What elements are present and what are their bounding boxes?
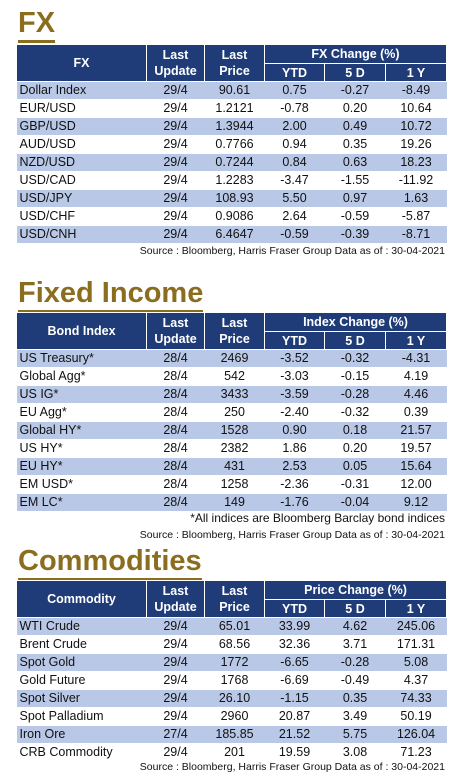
cell-update: 28/4: [147, 386, 205, 404]
cell-ytd: -2.36: [265, 476, 325, 494]
cell-d5: 0.20: [325, 100, 386, 118]
cell-y1: 50.19: [386, 708, 447, 726]
cell-price: 250: [205, 404, 265, 422]
cell-update: 28/4: [147, 458, 205, 476]
cell-y1: 10.64: [386, 100, 447, 118]
cell-update: 29/4: [147, 136, 205, 154]
cell-price: 201: [205, 744, 265, 762]
cell-update: 29/4: [147, 208, 205, 226]
table-row: [17, 226, 447, 244]
cell-ytd: 19.59: [265, 744, 325, 762]
cell-name: USD/CAD: [17, 172, 147, 190]
table-row: [17, 672, 447, 690]
table-row: [17, 494, 447, 512]
cell-name: Global Agg*: [17, 368, 147, 386]
cell-y1: 5.08: [386, 654, 447, 672]
cell-ytd: 2.00: [265, 118, 325, 136]
cell-name: GBP/USD: [17, 118, 147, 136]
table-row: [17, 744, 447, 762]
cell-update: 28/4: [147, 368, 205, 386]
cell-update: 29/4: [147, 744, 205, 762]
cell-ytd: 33.99: [265, 618, 325, 636]
cell-update: 29/4: [147, 654, 205, 672]
cell-ytd: -0.59: [265, 226, 325, 244]
cell-ytd: -3.03: [265, 368, 325, 386]
cell-update: 29/4: [147, 82, 205, 100]
cell-update: 28/4: [147, 422, 205, 440]
fx-heading: FX: [18, 7, 56, 39]
cell-d5: 3.71: [325, 636, 386, 654]
cell-y1: 18.23: [386, 154, 447, 172]
fx-col-1y: 1 Y: [386, 64, 447, 82]
cell-update: 29/4: [147, 100, 205, 118]
fx-col-update: Last Update: [147, 45, 205, 82]
cell-name: EU Agg*: [17, 404, 147, 422]
cell-update: 29/4: [147, 226, 205, 244]
cell-y1: 9.12: [386, 494, 447, 512]
cell-y1: 126.04: [386, 726, 447, 744]
cm-col-5d: 5 D: [325, 600, 386, 618]
cell-ytd: 32.36: [265, 636, 325, 654]
table-row: [17, 82, 447, 100]
fx-table: [16, 44, 447, 244]
cell-name: AUD/USD: [17, 136, 147, 154]
cell-update: 29/4: [147, 172, 205, 190]
cell-ytd: -3.59: [265, 386, 325, 404]
cell-y1: 19.57: [386, 440, 447, 458]
cell-ytd: 0.94: [265, 136, 325, 154]
cell-price: 1.3944: [205, 118, 265, 136]
cell-ytd: -1.15: [265, 690, 325, 708]
cell-ytd: 5.50: [265, 190, 325, 208]
cell-d5: -0.28: [325, 654, 386, 672]
fi-change-group: Index Change (%): [265, 313, 447, 332]
cell-d5: -0.32: [325, 404, 386, 422]
cell-update: 28/4: [147, 404, 205, 422]
cell-price: 2382: [205, 440, 265, 458]
commodities-source: Source : Bloomberg, Harris Fraser Group Data as of : 30-04-2021: [139, 761, 445, 773]
table-row: [17, 190, 447, 208]
cell-name: EU HY*: [17, 458, 147, 476]
fx-col-price: Last Price: [205, 45, 265, 82]
cell-ytd: -6.65: [265, 654, 325, 672]
cell-ytd: 0.90: [265, 422, 325, 440]
cell-d5: 4.62: [325, 618, 386, 636]
table-row: [17, 404, 447, 422]
cell-name: US IG*: [17, 386, 147, 404]
cell-d5: 0.63: [325, 154, 386, 172]
table-row: [17, 136, 447, 154]
cell-ytd: -3.47: [265, 172, 325, 190]
cell-price: 1.2283: [205, 172, 265, 190]
cell-y1: 4.37: [386, 672, 447, 690]
cell-d5: -0.32: [325, 350, 386, 368]
commodities-rows: [17, 618, 447, 762]
fx-col-5d: 5 D: [325, 64, 386, 82]
cell-y1: 19.26: [386, 136, 447, 154]
cell-price: 6.4647: [205, 226, 265, 244]
table-row: [17, 100, 447, 118]
cell-price: 149: [205, 494, 265, 512]
cell-name: USD/CHF: [17, 208, 147, 226]
cell-name: USD/CNH: [17, 226, 147, 244]
commodities-heading: Commodities: [18, 545, 202, 577]
cell-d5: 0.05: [325, 458, 386, 476]
table-row: [17, 154, 447, 172]
cell-update: 29/4: [147, 190, 205, 208]
cell-d5: -0.39: [325, 226, 386, 244]
cell-d5: -0.27: [325, 82, 386, 100]
fi-col-1y: 1 Y: [386, 332, 447, 350]
cell-ytd: -3.52: [265, 350, 325, 368]
cell-y1: 4.46: [386, 386, 447, 404]
cell-y1: -11.92: [386, 172, 447, 190]
cell-ytd: 20.87: [265, 708, 325, 726]
cell-update: 28/4: [147, 494, 205, 512]
cell-y1: 4.19: [386, 368, 447, 386]
cell-y1: 21.57: [386, 422, 447, 440]
cell-update: 29/4: [147, 672, 205, 690]
cell-d5: -0.15: [325, 368, 386, 386]
cell-y1: 171.31: [386, 636, 447, 654]
cell-name: Spot Silver: [17, 690, 147, 708]
table-row: [17, 422, 447, 440]
cell-y1: 12.00: [386, 476, 447, 494]
fi-col-update: Last Update: [147, 313, 205, 350]
cell-d5: -0.28: [325, 386, 386, 404]
fi-col-name: Bond Index: [17, 313, 147, 350]
table-row: [17, 654, 447, 672]
cell-d5: 0.49: [325, 118, 386, 136]
cell-d5: 0.20: [325, 440, 386, 458]
cell-price: 2469: [205, 350, 265, 368]
cell-d5: -1.55: [325, 172, 386, 190]
cell-price: 26.10: [205, 690, 265, 708]
cell-price: 1768: [205, 672, 265, 690]
table-row: [17, 386, 447, 404]
cell-name: EUR/USD: [17, 100, 147, 118]
cell-name: US Treasury*: [17, 350, 147, 368]
fixed-income-source: Source : Bloomberg, Harris Fraser Group Data as of : 30-04-2021: [139, 529, 445, 541]
cm-col-price: Last Price: [205, 581, 265, 618]
table-row: [17, 690, 447, 708]
cell-ytd: 1.86: [265, 440, 325, 458]
table-row: [17, 618, 447, 636]
cell-ytd: 0.84: [265, 154, 325, 172]
fx-col-name: FX: [17, 45, 147, 82]
cell-name: US HY*: [17, 440, 147, 458]
cell-ytd: 21.52: [265, 726, 325, 744]
cell-name: Spot Gold: [17, 654, 147, 672]
cell-update: 29/4: [147, 118, 205, 136]
table-row: [17, 172, 447, 190]
cell-update: 27/4: [147, 726, 205, 744]
cm-change-group: Price Change (%): [265, 581, 447, 600]
cell-d5: 3.08: [325, 744, 386, 762]
cell-price: 1528: [205, 422, 265, 440]
cell-ytd: 2.53: [265, 458, 325, 476]
table-row: [17, 708, 447, 726]
cell-price: 185.85: [205, 726, 265, 744]
cell-price: 1.2121: [205, 100, 265, 118]
cell-y1: 71.23: [386, 744, 447, 762]
fixed-income-table: [16, 312, 447, 512]
fixed-income-heading: Fixed Income: [18, 277, 204, 309]
cell-name: Spot Palladium: [17, 708, 147, 726]
cell-price: 542: [205, 368, 265, 386]
table-row: [17, 350, 447, 368]
cell-update: 28/4: [147, 350, 205, 368]
cell-y1: -8.71: [386, 226, 447, 244]
fixed-income-note: *All indices are Bloomberg Barclay bond indices: [190, 511, 445, 525]
table-row: [17, 726, 447, 744]
cell-update: 29/4: [147, 690, 205, 708]
table-row: [17, 636, 447, 654]
cell-update: 29/4: [147, 154, 205, 172]
fi-col-ytd: YTD: [265, 332, 325, 350]
table-row: [17, 118, 447, 136]
table-row: [17, 458, 447, 476]
cell-ytd: -2.40: [265, 404, 325, 422]
cell-update: 29/4: [147, 618, 205, 636]
cell-name: Global HY*: [17, 422, 147, 440]
cell-update: 28/4: [147, 476, 205, 494]
cell-name: CRB Commodity: [17, 744, 147, 762]
cm-col-name: Commodity: [17, 581, 147, 618]
cell-name: EM USD*: [17, 476, 147, 494]
cell-y1: 245.06: [386, 618, 447, 636]
cell-d5: 0.18: [325, 422, 386, 440]
cell-y1: -8.49: [386, 82, 447, 100]
cell-d5: 0.97: [325, 190, 386, 208]
cell-price: 1772: [205, 654, 265, 672]
cell-price: 0.9086: [205, 208, 265, 226]
cell-name: USD/JPY: [17, 190, 147, 208]
cell-ytd: -1.76: [265, 494, 325, 512]
cell-d5: -0.59: [325, 208, 386, 226]
table-row: [17, 208, 447, 226]
cell-name: Brent Crude: [17, 636, 147, 654]
cell-y1: 0.39: [386, 404, 447, 422]
cm-col-update: Last Update: [147, 581, 205, 618]
cell-update: 28/4: [147, 440, 205, 458]
cell-y1: 15.64: [386, 458, 447, 476]
cell-y1: 74.33: [386, 690, 447, 708]
cell-d5: -0.49: [325, 672, 386, 690]
cell-name: Dollar Index: [17, 82, 147, 100]
commodities-table: [16, 580, 447, 762]
cell-d5: 0.35: [325, 690, 386, 708]
fixed-income-rows: [17, 350, 447, 512]
cell-price: 68.56: [205, 636, 265, 654]
cell-name: NZD/USD: [17, 154, 147, 172]
cell-d5: -0.31: [325, 476, 386, 494]
cell-ytd: -6.69: [265, 672, 325, 690]
cell-price: 90.61: [205, 82, 265, 100]
cell-ytd: 0.75: [265, 82, 325, 100]
cell-name: Iron Ore: [17, 726, 147, 744]
table-row: [17, 440, 447, 458]
fi-col-price: Last Price: [205, 313, 265, 350]
fx-rows: [17, 82, 447, 244]
cell-name: WTI Crude: [17, 618, 147, 636]
cell-ytd: -0.78: [265, 100, 325, 118]
cm-col-ytd: YTD: [265, 600, 325, 618]
cell-y1: 10.72: [386, 118, 447, 136]
cell-name: Gold Future: [17, 672, 147, 690]
fx-col-ytd: YTD: [265, 64, 325, 82]
cell-price: 2960: [205, 708, 265, 726]
cell-y1: -5.87: [386, 208, 447, 226]
cell-price: 65.01: [205, 618, 265, 636]
cell-y1: -4.31: [386, 350, 447, 368]
fx-change-group: FX Change (%): [265, 45, 447, 64]
cell-name: EM LC*: [17, 494, 147, 512]
cell-update: 29/4: [147, 636, 205, 654]
table-row: [17, 476, 447, 494]
cell-price: 0.7766: [205, 136, 265, 154]
fx-source: Source : Bloomberg, Harris Fraser Group Data as of : 30-04-2021: [139, 245, 445, 257]
fi-col-5d: 5 D: [325, 332, 386, 350]
cell-price: 3433: [205, 386, 265, 404]
cell-d5: 0.35: [325, 136, 386, 154]
cell-ytd: 2.64: [265, 208, 325, 226]
cm-col-1y: 1 Y: [386, 600, 447, 618]
cell-d5: 3.49: [325, 708, 386, 726]
cell-price: 0.7244: [205, 154, 265, 172]
cell-price: 108.93: [205, 190, 265, 208]
table-row: [17, 368, 447, 386]
cell-price: 1258: [205, 476, 265, 494]
cell-y1: 1.63: [386, 190, 447, 208]
cell-update: 29/4: [147, 708, 205, 726]
cell-price: 431: [205, 458, 265, 476]
cell-d5: 5.75: [325, 726, 386, 744]
cell-d5: -0.04: [325, 494, 386, 512]
